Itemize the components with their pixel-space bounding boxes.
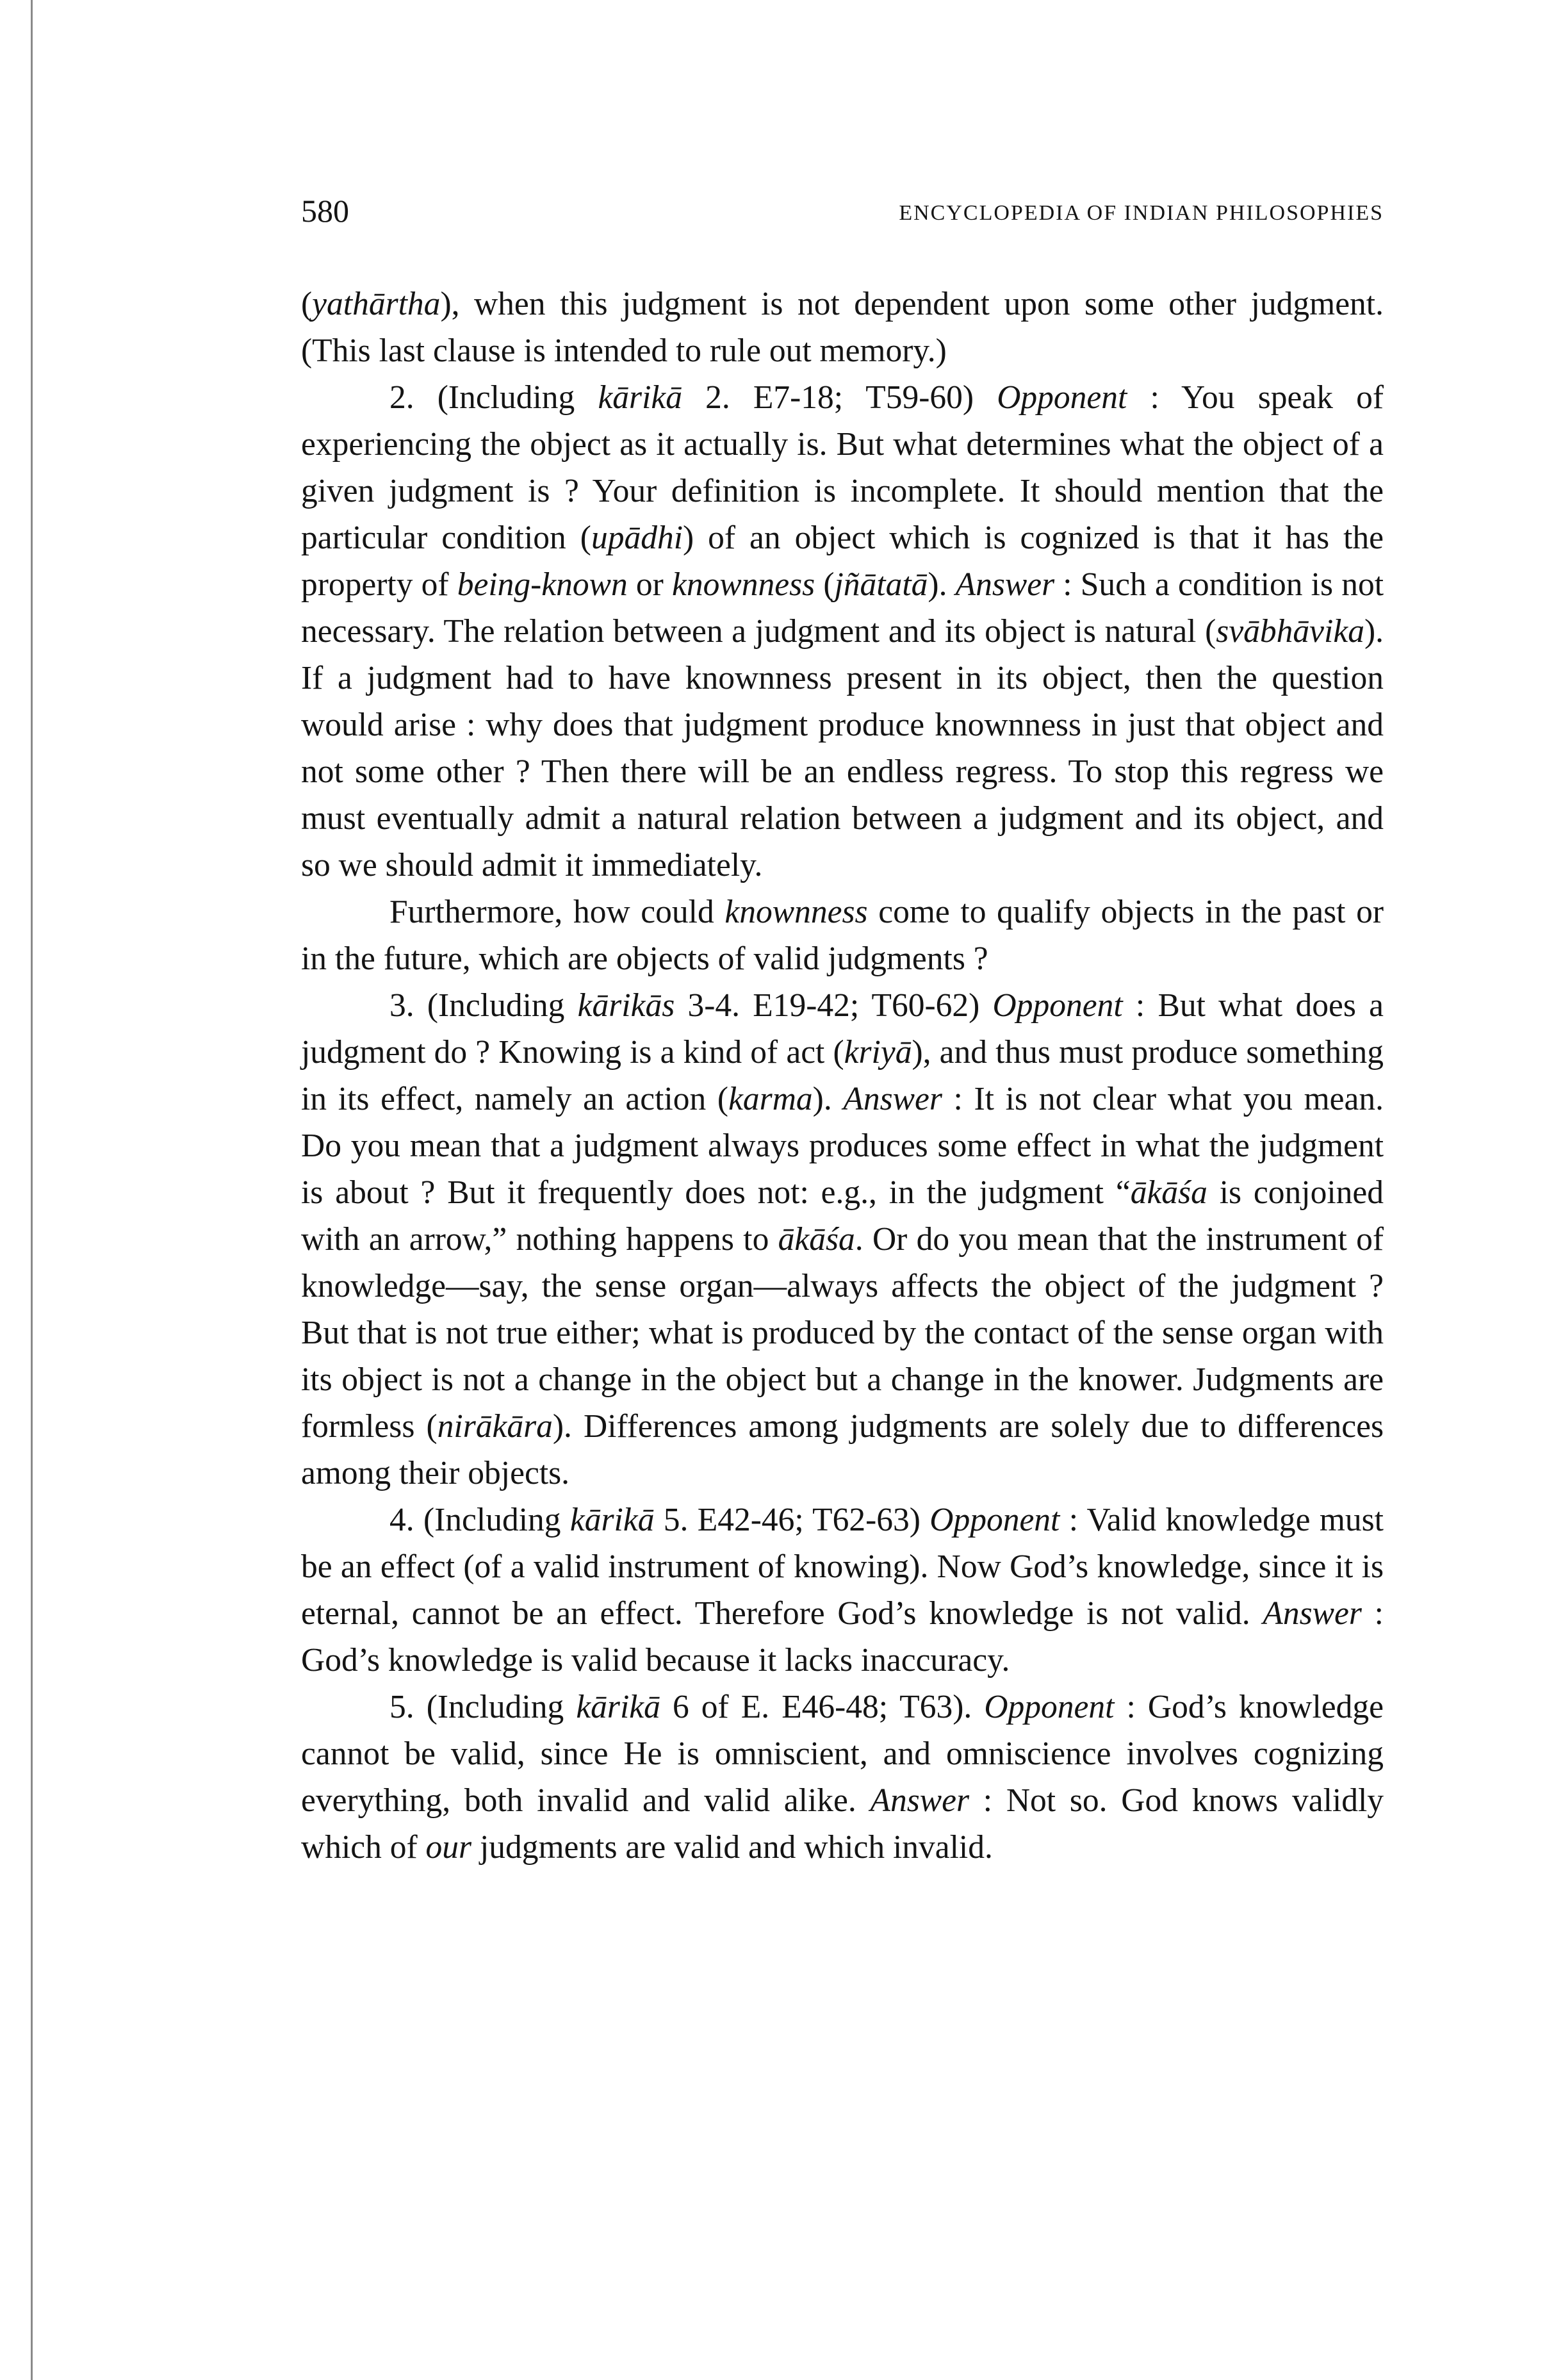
text-run: 3-4. E19-42; T60-62) bbox=[675, 987, 993, 1024]
text-run: come to qualify objects in the past or in the future, which are objects of valid judgments ? bbox=[301, 894, 1384, 977]
text-run: 5. (Including bbox=[389, 1689, 577, 1725]
running-title: ENCYCLOPEDIA OF INDIAN PHILOSOPHIES bbox=[899, 201, 1384, 225]
paragraph-2 bbox=[301, 374, 1384, 889]
italic-term: kriyā bbox=[844, 1034, 912, 1071]
italic-term: svābhāvika bbox=[1216, 613, 1364, 650]
text-run: . Or do you mean that the instrument of knowledge—say, the sense organ—always affects the object of the judgment ? But that is not true either; what is produced by the contact of the sense organ with its object is not a change in the object but a change in the knower. Judgments are formless ( bbox=[301, 1221, 1384, 1445]
text-run: 3. (Including bbox=[389, 987, 578, 1024]
italic-term: karma bbox=[728, 1081, 813, 1117]
text-run: 2. (Including bbox=[389, 379, 598, 416]
italic-term: Opponent bbox=[929, 1502, 1060, 1538]
italic-term: kārikā bbox=[569, 1502, 655, 1538]
italic-term: ākāśa bbox=[778, 1221, 855, 1258]
paragraph-1 bbox=[301, 281, 1384, 374]
text-run: ). bbox=[928, 566, 956, 603]
text-run: ). If a judgment had to have knownness present in its object, then the question would arise : why does that judgment produce knownness in just that object and not some other ? Then there will be an endless regress. To stop this regress we must eventually admit a natural relation between a judgment and its object, and so we should admit it immediately. bbox=[301, 613, 1384, 883]
italic-term: Opponent bbox=[997, 379, 1127, 416]
text-run: ). bbox=[812, 1081, 844, 1117]
text-run: : You speak of experiencing the object as it actually is. But what determines what the object of a given judgment is ? Your definition is incomplete. It should mention that the particular condition ( bbox=[301, 379, 1384, 556]
italic-term: upādhi bbox=[591, 520, 683, 556]
italic-term: jñātatā bbox=[834, 566, 928, 603]
italic-term: knownness bbox=[672, 566, 815, 603]
text-run: : Such a condition is not necessary. The relation between a judgment and its object is natural ( bbox=[301, 566, 1384, 650]
italic-term: Answer bbox=[1263, 1595, 1362, 1632]
text-run: : Valid knowledge must be an effect (of a valid instrument of knowing). Now God’s knowledge, since it is eternal, cannot be an effect. Therefore God’s knowledge is not valid. bbox=[301, 1502, 1384, 1632]
italic-term: ākāśa bbox=[1130, 1174, 1207, 1211]
body-text bbox=[301, 281, 1384, 1871]
paragraph-4 bbox=[301, 982, 1384, 1497]
italic-term: being-known bbox=[457, 566, 628, 603]
italic-term: our bbox=[425, 1829, 472, 1866]
text-run: ) of an object which is cognized is that it has the property of bbox=[301, 520, 1384, 603]
text-run: or bbox=[627, 566, 672, 603]
book-page bbox=[301, 192, 1384, 1871]
text-run: 5. E42-46; T62-63) bbox=[654, 1502, 930, 1538]
text-run: ( bbox=[301, 286, 313, 322]
text-run: judgments are valid and which invalid. bbox=[471, 1829, 993, 1866]
text-run: ), and thus must produce something in its effect, namely an action ( bbox=[301, 1034, 1384, 1117]
paragraph-3 bbox=[301, 889, 1384, 982]
italic-term: Answer bbox=[843, 1081, 942, 1117]
text-run: : God’s knowledge cannot be valid, since He is omniscient, and omniscience involves cognizing everything, both invalid and valid alike. bbox=[301, 1689, 1384, 1819]
text-run: ( bbox=[815, 566, 835, 603]
italic-term: kārikā bbox=[576, 1689, 660, 1725]
text-run: 2. E7-18; T59-60) bbox=[682, 379, 997, 416]
paragraph-6 bbox=[301, 1684, 1384, 1871]
italic-term: knownness bbox=[724, 894, 868, 930]
text-run: ), when this judgment is not dependent upon some other judgment. (This last clause is intended to rule out memory.) bbox=[301, 286, 1384, 369]
italic-term: yathārtha bbox=[312, 286, 441, 322]
text-run: : God’s knowledge is valid because it lacks inaccuracy. bbox=[301, 1595, 1384, 1678]
italic-term: kārikās bbox=[577, 987, 675, 1024]
text-run: Furthermore, how could bbox=[389, 894, 725, 930]
italic-term: nirākāra bbox=[437, 1408, 553, 1445]
text-run: ). Differences among judgments are solely due to differences among their objects. bbox=[301, 1408, 1384, 1491]
paragraph-5 bbox=[301, 1497, 1384, 1684]
text-run: 6 of E. E46-48; T63). bbox=[660, 1689, 985, 1725]
page-number: 580 bbox=[301, 193, 349, 229]
text-run: : It is not clear what you mean. Do you mean that a judgment always produces some effect in what the judgment is about ? But it frequently does not: e.g., in the judgment “ bbox=[301, 1081, 1384, 1211]
italic-term: kārikā bbox=[598, 379, 683, 416]
running-header bbox=[301, 192, 1384, 231]
scan-edge-line bbox=[31, 0, 33, 2380]
italic-term: Answer bbox=[955, 566, 1055, 603]
italic-term: Opponent bbox=[992, 987, 1123, 1024]
text-run: : Not so. God knows validly which of bbox=[301, 1782, 1384, 1866]
text-run: 4. (Including bbox=[389, 1502, 570, 1538]
italic-term: Opponent bbox=[984, 1689, 1115, 1725]
text-run: : But what does a judgment do ? Knowing is a kind of act ( bbox=[301, 987, 1384, 1071]
text-run: is conjoined with an arrow,” nothing happens to bbox=[301, 1174, 1384, 1258]
italic-term: Answer bbox=[870, 1782, 970, 1819]
